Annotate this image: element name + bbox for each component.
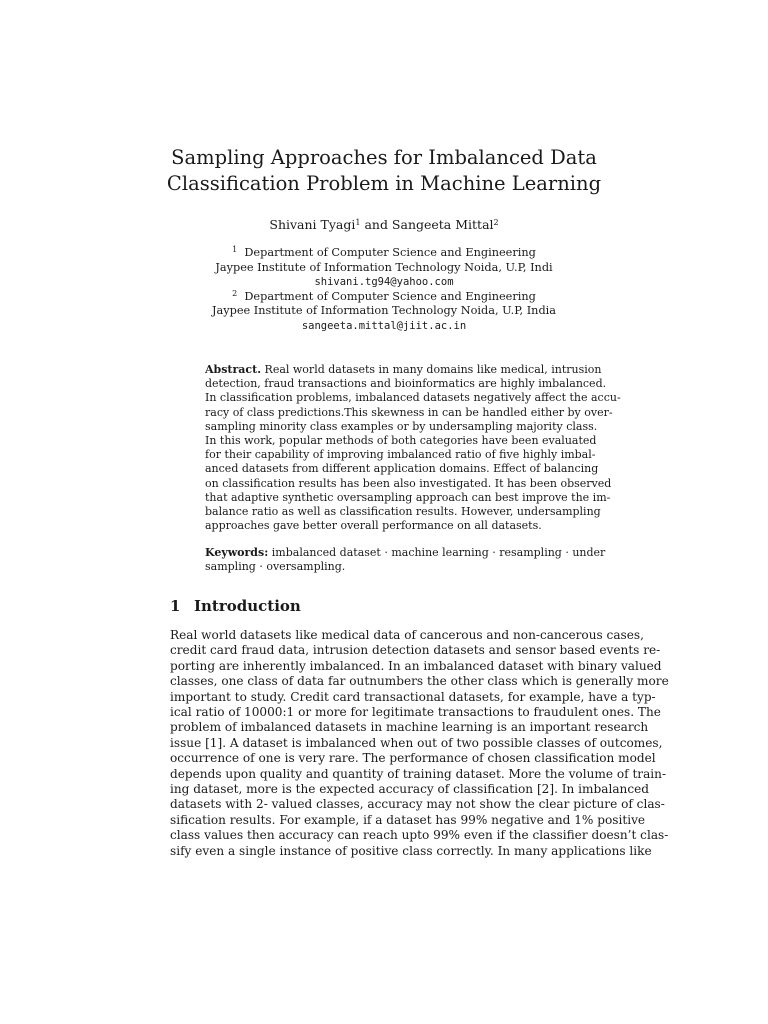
abstract-line: Abstract. Real world datasets in many domains like medical, intrusion	[205, 363, 602, 376]
paper-title	[120, 145, 648, 197]
affiliation-dept	[120, 290, 648, 305]
body-line: Real world datasets like medical data of cancerous and non-cancerous cases,	[170, 628, 644, 642]
affiliation-mark: 2	[493, 218, 499, 227]
affiliation-dept	[120, 246, 648, 261]
abstract-line: racy of class predictions.This skewness in can be handled either by over-	[205, 405, 613, 419]
section-heading	[170, 597, 600, 615]
affiliation-institute: Jaypee Institute of Information Technology Noida, U.P, India	[211, 304, 557, 317]
affiliation-mark: 2	[232, 288, 238, 298]
abstract-line: balance ratio as well as classification results. However, undersampling	[205, 505, 601, 519]
affiliation-mark: 1	[355, 218, 361, 227]
author-name: Shivani Tyagi	[269, 217, 356, 232]
affiliations	[120, 246, 648, 333]
abstract-line: on classification results has been also investigated. It has been observed	[205, 476, 612, 490]
abstract-line: anced datasets from different application domains. Effect of balancing	[205, 462, 599, 476]
abstract-line: that adaptive synthetic oversampling approach can best improve the im-	[205, 490, 611, 504]
author-conjunction: and	[360, 217, 392, 232]
abstract-line: approaches gave better overall performance on all datasets.	[205, 519, 542, 533]
department-text: Department of Computer Science and Engineering	[244, 289, 536, 303]
abstract-label: Abstract.	[205, 363, 262, 376]
body-text	[170, 628, 669, 859]
title-line-2: Classification Problem in Machine Learning	[166, 172, 602, 195]
abstract-line: for their capability of improving imbalanced ratio of five highly imbal-	[205, 448, 596, 462]
department-text: Department of Computer Science and Engineering	[244, 246, 536, 259]
affiliation-institute: Jaypee Institute of Information Technology Noida, U.P, Indi	[215, 260, 553, 274]
body-line: problem of imbalanced datasets in machine learning is an important research	[170, 720, 649, 735]
body-line: datasets with 2- valued classes, accuracy may not show the clear picture of clas-	[170, 797, 665, 812]
abstract-line: In classification problems, imbalanced datasets negatively affect the accu-	[205, 391, 621, 405]
title-line-1: Sampling Approaches for Imbalanced Data	[171, 146, 597, 169]
section-number: 1	[170, 597, 181, 615]
body-line: sify even a single instance of positive class correctly. In many applications like	[170, 843, 652, 858]
abstract-line: sampling minority class examples or by undersampling majority class.	[205, 419, 598, 433]
body-line: occurrence of one is very rare. The performance of chosen classification model	[170, 751, 656, 766]
body-line: sification results. For example, if a dataset has 99% negative and 1% positive	[170, 812, 646, 827]
abstract-line: In this work, popular methods of both categories have been evaluated	[205, 434, 597, 448]
body-line: ical ratio of 10000:1 or more for legitimate transactions to fraudulent ones. The	[170, 705, 661, 720]
body-line: depends upon quality and quantity of training dataset. More the volume of train-	[170, 766, 667, 781]
section-title: Introduction	[194, 597, 301, 615]
keywords-label: Keywords:	[205, 546, 269, 559]
author-email: shivani.tg94@yahoo.com	[314, 276, 454, 288]
abstract	[205, 363, 621, 533]
author-email: sangeeta.mittal@jiit.ac.in	[301, 319, 467, 332]
body-line: important to study. Credit card transactional datasets, for example, have a typ-	[170, 689, 656, 704]
body-line: issue [1]. A dataset is imbalanced when out of two possible classes of outcomes,	[170, 735, 663, 750]
affiliation-mark: 1	[232, 245, 238, 254]
author-list	[120, 217, 648, 232]
keywords	[205, 546, 606, 574]
body-line: classes, one class of data far outnumbers the other class which is generally more	[170, 674, 669, 689]
abstract-line: detection, fraud transactions and bioinformatics are highly imbalanced.	[205, 377, 607, 391]
body-line: credit card fraud data, intrusion detection datasets and sensor based events re-	[170, 643, 661, 658]
body-line: porting are inherently imbalanced. In an imbalanced dataset with binary valued	[170, 658, 662, 673]
keywords-line: Keywords: imbalanced dataset · machine learning · resampling · under	[205, 546, 606, 559]
author-name: Sangeeta Mittal	[391, 217, 494, 232]
body-line: ing dataset, more is the expected accuracy of classification [2]. In imbalanced	[170, 782, 649, 797]
keywords-line: sampling · oversampling.	[205, 560, 346, 574]
body-line: class values then accuracy can reach upto 99% even if the classifier doesn’t clas-	[170, 828, 669, 843]
